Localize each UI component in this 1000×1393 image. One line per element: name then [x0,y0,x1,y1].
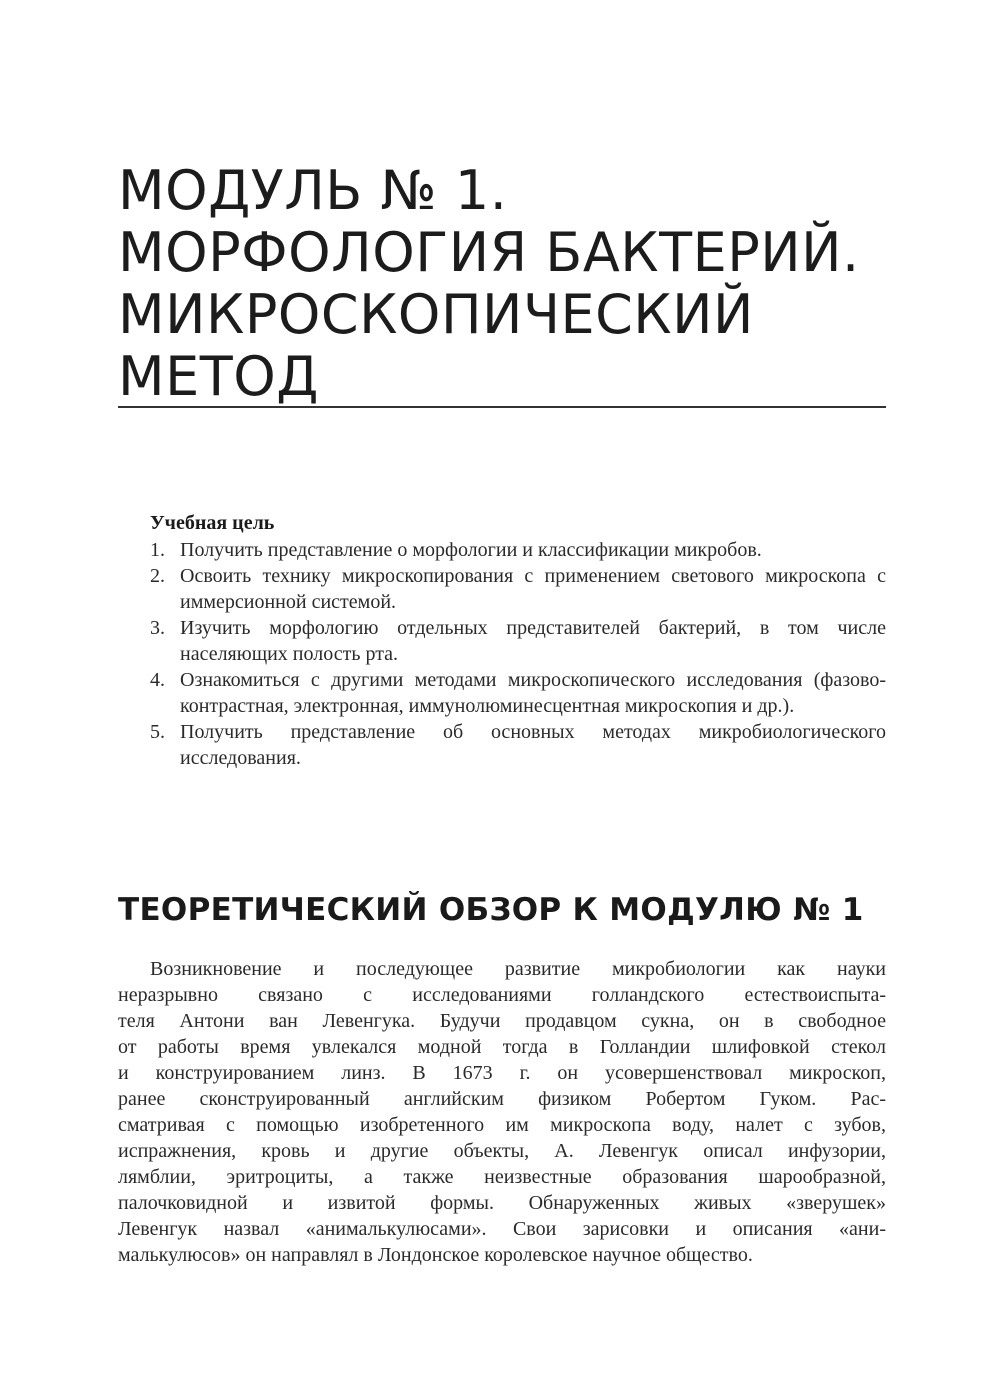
paragraph-line: Левенгук назвал «анималькулюсами». Свои зарисовки и описания «ани- [118,1218,886,1240]
learning-goals-list [150,537,886,771]
chapter-title-line: МЕТОД [118,345,319,408]
learning-goals-heading: Учебная цель [150,512,275,534]
paragraph-line: неразрывно связано с исследованиями голландского естествоиспыта- [118,984,886,1006]
goal-item [150,537,886,563]
goal-item [150,563,886,615]
paragraph-line: и конструированием линз. В 1673 г. он усовершенствовал микроскоп, [118,1062,886,1084]
goal-text: Ознакомиться с другими методами микроскопического исследования (фазово-контрастная, электронная, иммунолюминесцентная микроскопия и др.). [180,669,886,717]
goal-text: Получить представление о морфологии и классификации микробов. [180,539,762,561]
chapter-title-line: МИКРОСКОПИЧЕСКИЙ [118,283,754,346]
chapter-title-line: МОРФОЛОГИЯ БАКТЕРИЙ. [118,221,860,284]
paragraph-line: ранее сконструированный английским физиком Робертом Гуком. Рас- [118,1088,886,1110]
paragraph-line: Возникновение и последующее развитие микробиологии как науки [150,958,886,980]
title-divider [118,406,886,408]
overview-paragraph [118,956,886,1268]
goal-text: Получить представление об основных методах микробиологического исследования. [180,721,886,769]
goal-item [150,719,886,771]
goal-text: Изучить морфологию отдельных представителей бактерий, в том числе населяющих полость рта. [180,617,886,665]
goal-number: 3. [150,617,165,639]
chapter-title-line: МОДУЛЬ № 1. [118,159,508,222]
goal-number: 1. [150,539,165,561]
goal-number: 4. [150,669,165,691]
paragraph-line: палочковидной и извитой формы. Обнаруженных живых «зверушек» [118,1192,886,1214]
paragraph-line: теля Антони ван Левенгука. Будучи продавцом сукна, он в свободное [118,1010,886,1032]
paragraph-line: лямблии, эритроциты, а также неизвестные образования шарообразной, [118,1166,886,1188]
paragraph-line: испражнения, кровь и другие объекты, А. Левенгук описал инфузории, [118,1140,886,1162]
paragraph-line: сматривая с помощью изобретенного им микроскопа воду, налет с зубов, [118,1114,886,1136]
goal-item [150,615,886,667]
goal-number: 2. [150,565,165,587]
chapter-title [118,160,898,408]
section-heading: ТЕОРЕТИЧЕСКИЙ ОБЗОР К МОДУЛЮ № 1 [118,892,864,928]
goal-text: Освоить технику микроскопирования с применением светового микроскопа с иммерсионной системой. [180,565,886,613]
goal-number: 5. [150,721,165,743]
paragraph-line: малькулюсов» он направлял в Лондонское королевское научное общество. [118,1244,753,1266]
goal-item [150,667,886,719]
learning-goals [150,510,886,771]
paragraph-line: от работы время увлекался модной тогда в Голландии шлифовкой стекол [118,1036,886,1058]
